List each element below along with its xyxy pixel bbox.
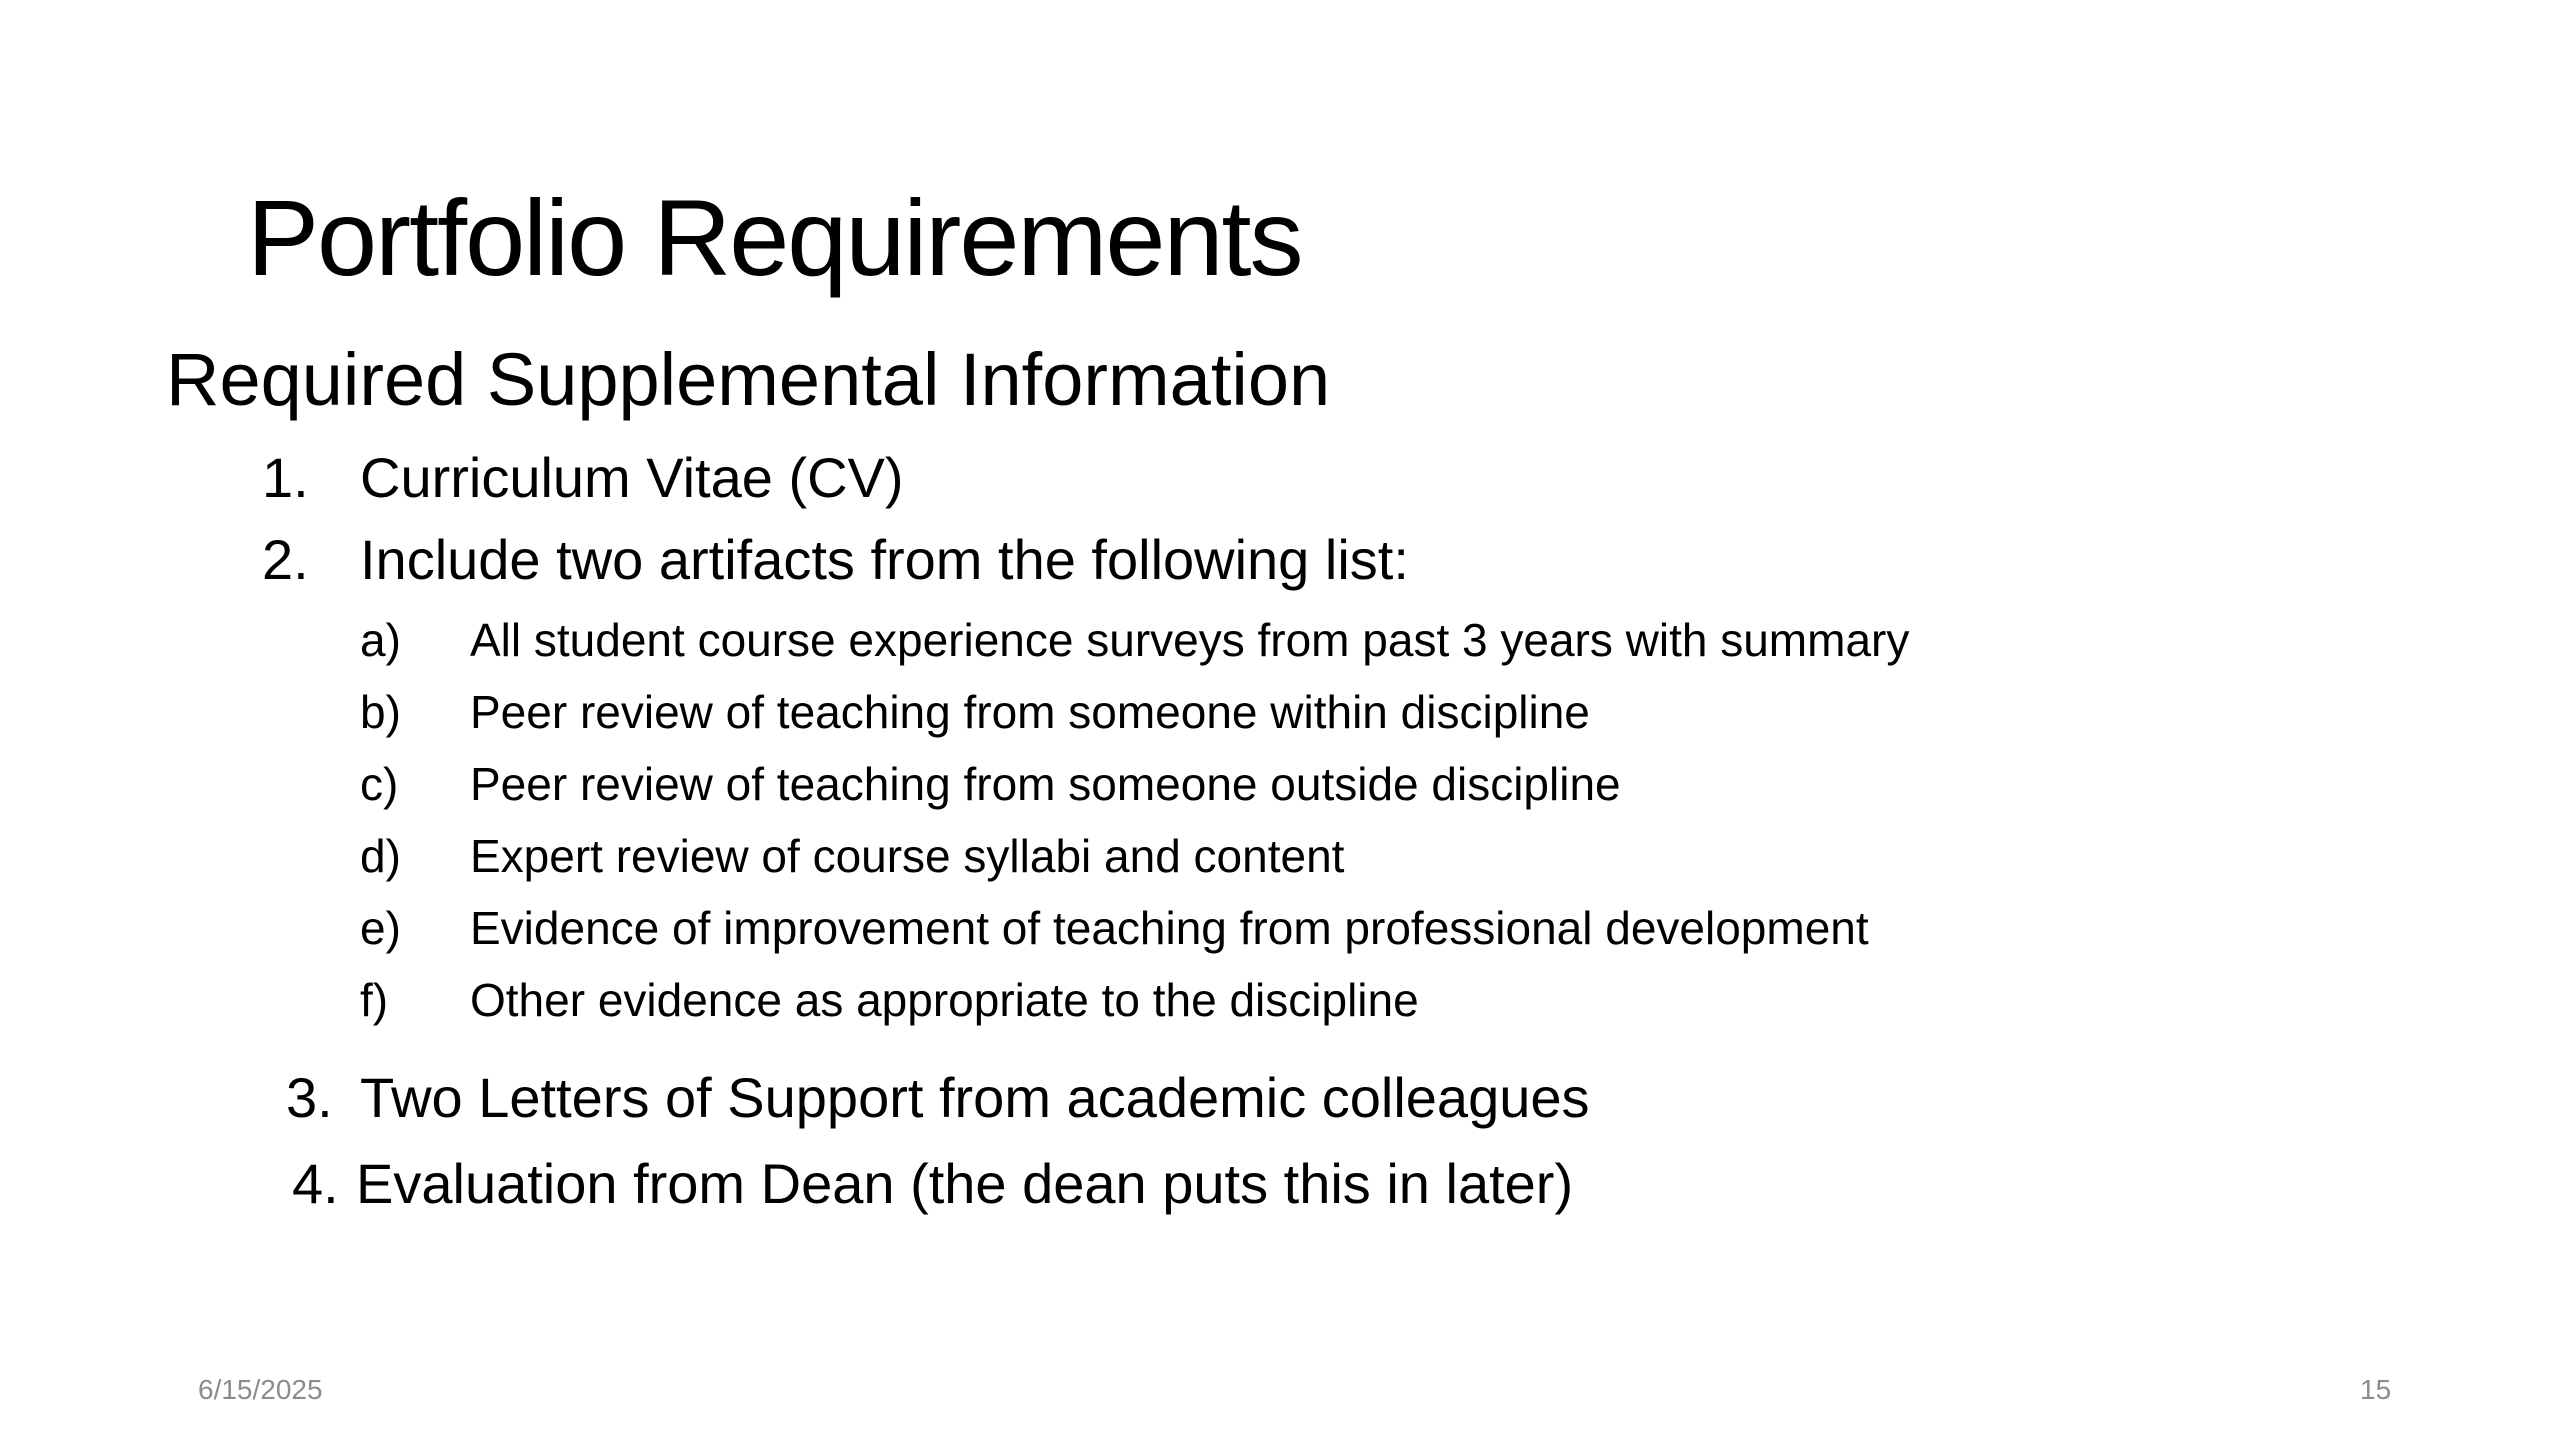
sub-list-item-text: Expert review of course syllabi and content <box>470 830 1345 882</box>
sub-list-item-label: c) <box>360 758 399 810</box>
sub-list-item-text: Peer review of teaching from someone within discipline <box>470 686 1590 738</box>
sub-list-item-label: e) <box>360 902 401 954</box>
sub-list-item-text: Evidence of improvement of teaching from professional development <box>470 902 1869 954</box>
list-item-text: Include two artifacts from the following list: <box>360 528 1409 591</box>
list-item-text: Evaluation from Dean (the dean puts this in later) <box>356 1152 1574 1215</box>
footer-date: 6/15/2025 <box>198 1374 323 1405</box>
list-item-number: 2. <box>262 528 309 591</box>
list-item-text: Curriculum Vitae (CV) <box>360 446 904 509</box>
sub-list-item-text: Peer review of teaching from someone outside discipline <box>470 758 1621 810</box>
list-item-number: 1. <box>262 446 309 509</box>
sub-list-item-label: f) <box>360 974 389 1026</box>
slide-subtitle: Required Supplemental Information <box>166 338 1331 421</box>
slide-title: Portfolio Requirements <box>247 177 1302 298</box>
sub-list-item-text: All student course experience surveys from past 3 years with summary <box>470 614 1910 666</box>
list-item-text: Two Letters of Support from academic colleagues <box>360 1066 1590 1129</box>
list-item-number: 4. <box>292 1152 339 1215</box>
list-item-number: 3. <box>286 1066 333 1129</box>
footer-page-number: 15 <box>2360 1374 2392 1405</box>
sub-list-item-label: a) <box>360 614 401 666</box>
sub-list-item-text: Other evidence as appropriate to the discipline <box>470 974 1419 1026</box>
sub-list-item-label: b) <box>360 686 401 738</box>
sub-list-item-label: d) <box>360 830 401 882</box>
